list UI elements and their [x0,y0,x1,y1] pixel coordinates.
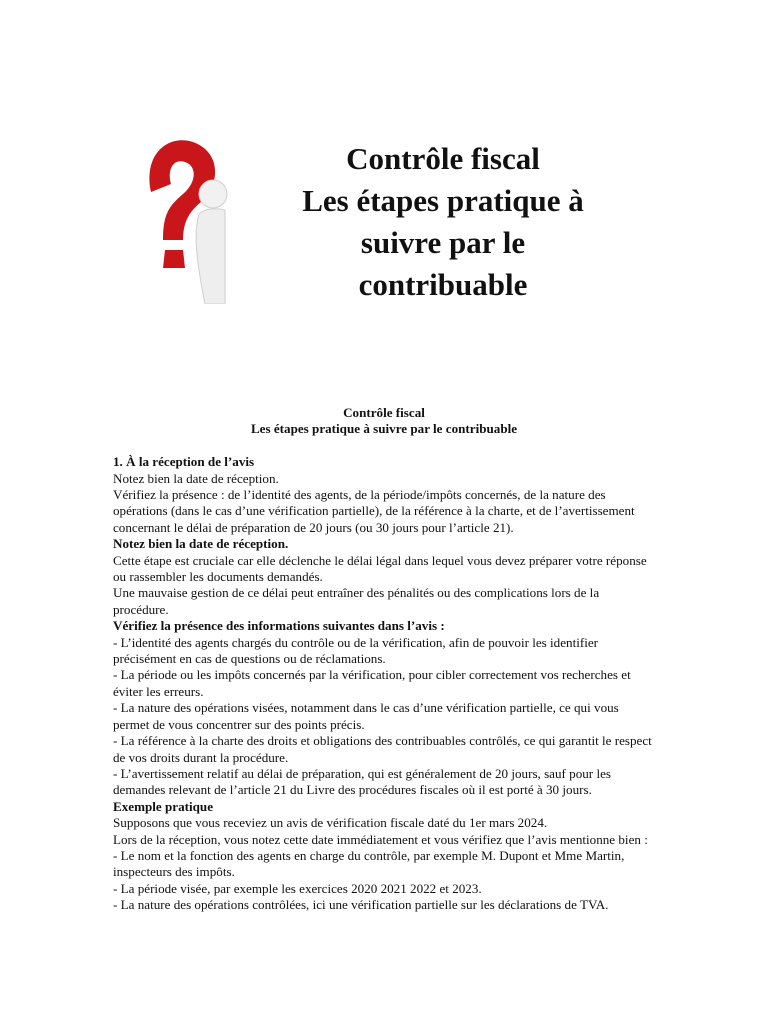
cover-title-line: Les étapes pratique à [302,183,584,218]
cover-image [113,92,656,390]
paragraph: Supposons que vous receviez un avis de vérification fiscale daté du 1er mars 2024. [113,815,548,831]
section-heading: 1. À la réception de l’avis [113,454,255,470]
document-body [113,405,655,914]
list-item: - La période visée, par exemple les exercices 2020 2021 2022 et 2023. [113,880,482,896]
list-item: - La référence à la charte des droits et obligations des contribuables contrôlés, ce qui garantit le respect de vos droits durant la procédure. [113,733,652,765]
paragraph: Cette étape est cruciale car elle déclenche le délai légal dans lequel vous devez préparer votre réponse ou rassembler les documents demandés. [113,552,647,585]
document-subtitle: Les étapes pratique à suivre par le contribuable [250,421,518,437]
paragraph: Une mauvaise gestion de ce délai peut entraîner des pénalités ou des complications lors de la procédure. [113,585,600,617]
cover-title-line: suivre par le [360,225,526,260]
subheading: Vérifiez la présence des informations suivantes dans l’avis : [113,618,445,634]
list-item: - Le nom et la fonction des agents en charge du contrôle, par exemple M. Dupont et Mme Martin, inspecteurs des impôts. [113,847,625,880]
subheading: Exemple pratique [113,798,214,814]
list-item: - L’avertissement relatif au délai de préparation, qui est généralement de 20 jours, sauf pour les demandes relevant de l’article 21 du Livre des procédures fiscales où il est porté à 30 jours. [113,765,611,798]
list-item: - La période ou les impôts concernés par la vérification, pour cibler correctement vos recherches et éviter les erreurs. [113,667,631,699]
paragraph: Notez bien la date de réception. [113,470,279,486]
list-item: - L’identité des agents chargés du contrôle ou de la vérification, afin de pouvoir les identifier précisément en cas de questions ou de réclamations. [113,634,599,667]
paragraph: Vérifiez la présence : de l’identité des agents, de la période/impôts concernés, de la nature des opérations (dans le cas d’une vérification partielle), de la référence à la charte, et de l’avertissement concernant le délai de préparation de 20 jours (ou 30 jours pour l’article 21). [113,487,635,535]
cover-title-line: contribuable [358,267,528,302]
list-item: - La nature des opérations visées, notamment dans le cas d’une vérification partielle, ce qui vous permet de vous concentrer sur des points précis. [113,700,619,732]
cover-title-line: Contrôle fiscal [346,141,540,176]
document-title: Contrôle fiscal [343,405,425,420]
subheading: Notez bien la date de réception. [113,536,289,552]
list-item: - La nature des opérations contrôlées, ici une vérification partielle sur les déclarations de TVA. [113,897,609,913]
cover-title [263,138,623,306]
question-mark-figure-icon [113,114,233,304]
paragraph: Lors de la réception, vous notez cette date immédiatement et vous vérifiez que l’avis mentionne bien : [113,831,648,847]
